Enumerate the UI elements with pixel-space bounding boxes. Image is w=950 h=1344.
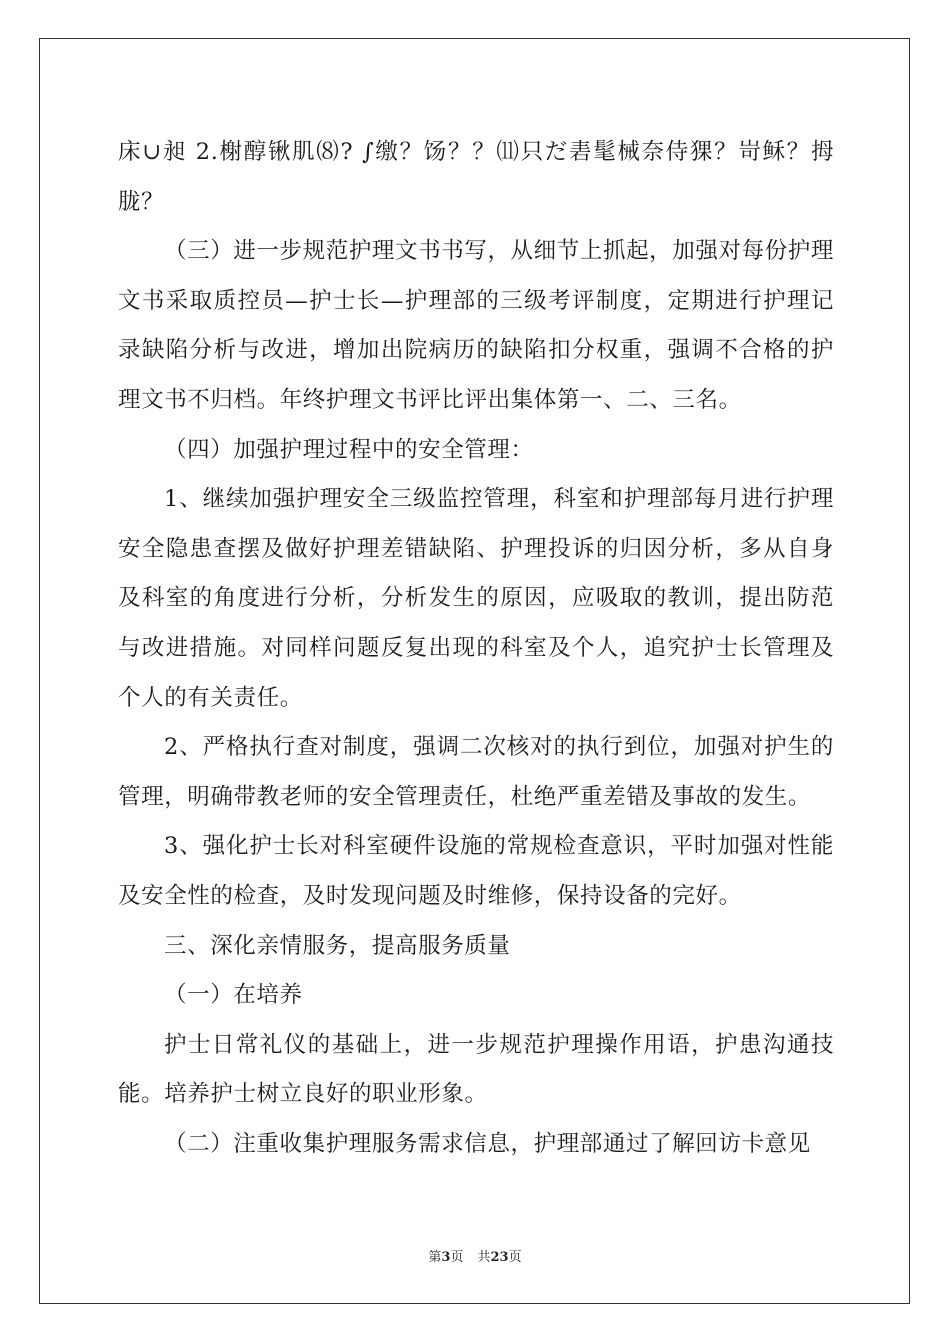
page-number: 3 bbox=[441, 1250, 451, 1265]
paragraph-safety-item-3: 3、强化护士长对科室硬件设施的常规检查意识，平时加强对性能及安全性的检查，及时发现问题及时维修，保持设备的完好。 bbox=[118, 833, 834, 909]
paragraph-safety-item-2: 2、严格执行查对制度，强调二次核对的执行到位，加强对护生的管理，明确带教老师的安全管理责任，杜绝严重差错及事故的发生。 bbox=[118, 734, 834, 810]
page-prefix: 第 bbox=[428, 1250, 442, 1265]
subsection-heading-training: （一）在培养 bbox=[164, 982, 303, 1009]
total-pages: 23 bbox=[490, 1250, 509, 1265]
page-footer bbox=[0, 1250, 950, 1266]
paragraph-garbled-text: 床∪昶 2.榭醇锹肌⑻? ∫缴？饧？？⑾只だ砉髦械奈侍猓？岢稣？拇胧？ bbox=[118, 139, 834, 215]
page-suffix: 页 bbox=[450, 1250, 464, 1265]
paragraph-safety-item-1: 1、继续加强护理安全三级监控管理，科室和护理部每月进行护理安全隐患查摆及做好护理差错缺陷、护理投诉的归因分析，多从自身及科室的角度进行分析，分析发生的原因，应吸取的教训，提出防范与改进措施。对同样问题反复出现的科室及个人，追究护士长管理及个人的有关责任。 bbox=[118, 486, 834, 711]
total-suffix: 页 bbox=[508, 1250, 522, 1265]
paragraph-nursing-documents: （三）进一步规范护理文书书写，从细节上抓起，加强对每份护理文书采取质控员—护士长—护理部的三级考评制度，定期进行护理记录缺陷分析与改进，增加出院病历的缺陷扣分权重，强调不合格的护理文书不归档。年终护理文书评比评出集体第一、二、三名。 bbox=[118, 238, 834, 413]
paragraph-etiquette: 护士日常礼仪的基础上，进一步规范护理操作用语，护患沟通技能。培养护士树立良好的职业形象。 bbox=[118, 1031, 834, 1108]
document-body bbox=[118, 128, 834, 1169]
section-heading-service: 三、深化亲情服务，提高服务质量 bbox=[164, 932, 511, 959]
paragraph-service-info: （二）注重收集护理服务需求信息，护理部通过了解回访卡意见 bbox=[164, 1130, 811, 1157]
total-prefix: 共 bbox=[477, 1250, 491, 1265]
paragraph-safety-heading: （四）加强护理过程中的安全管理： bbox=[164, 436, 534, 463]
